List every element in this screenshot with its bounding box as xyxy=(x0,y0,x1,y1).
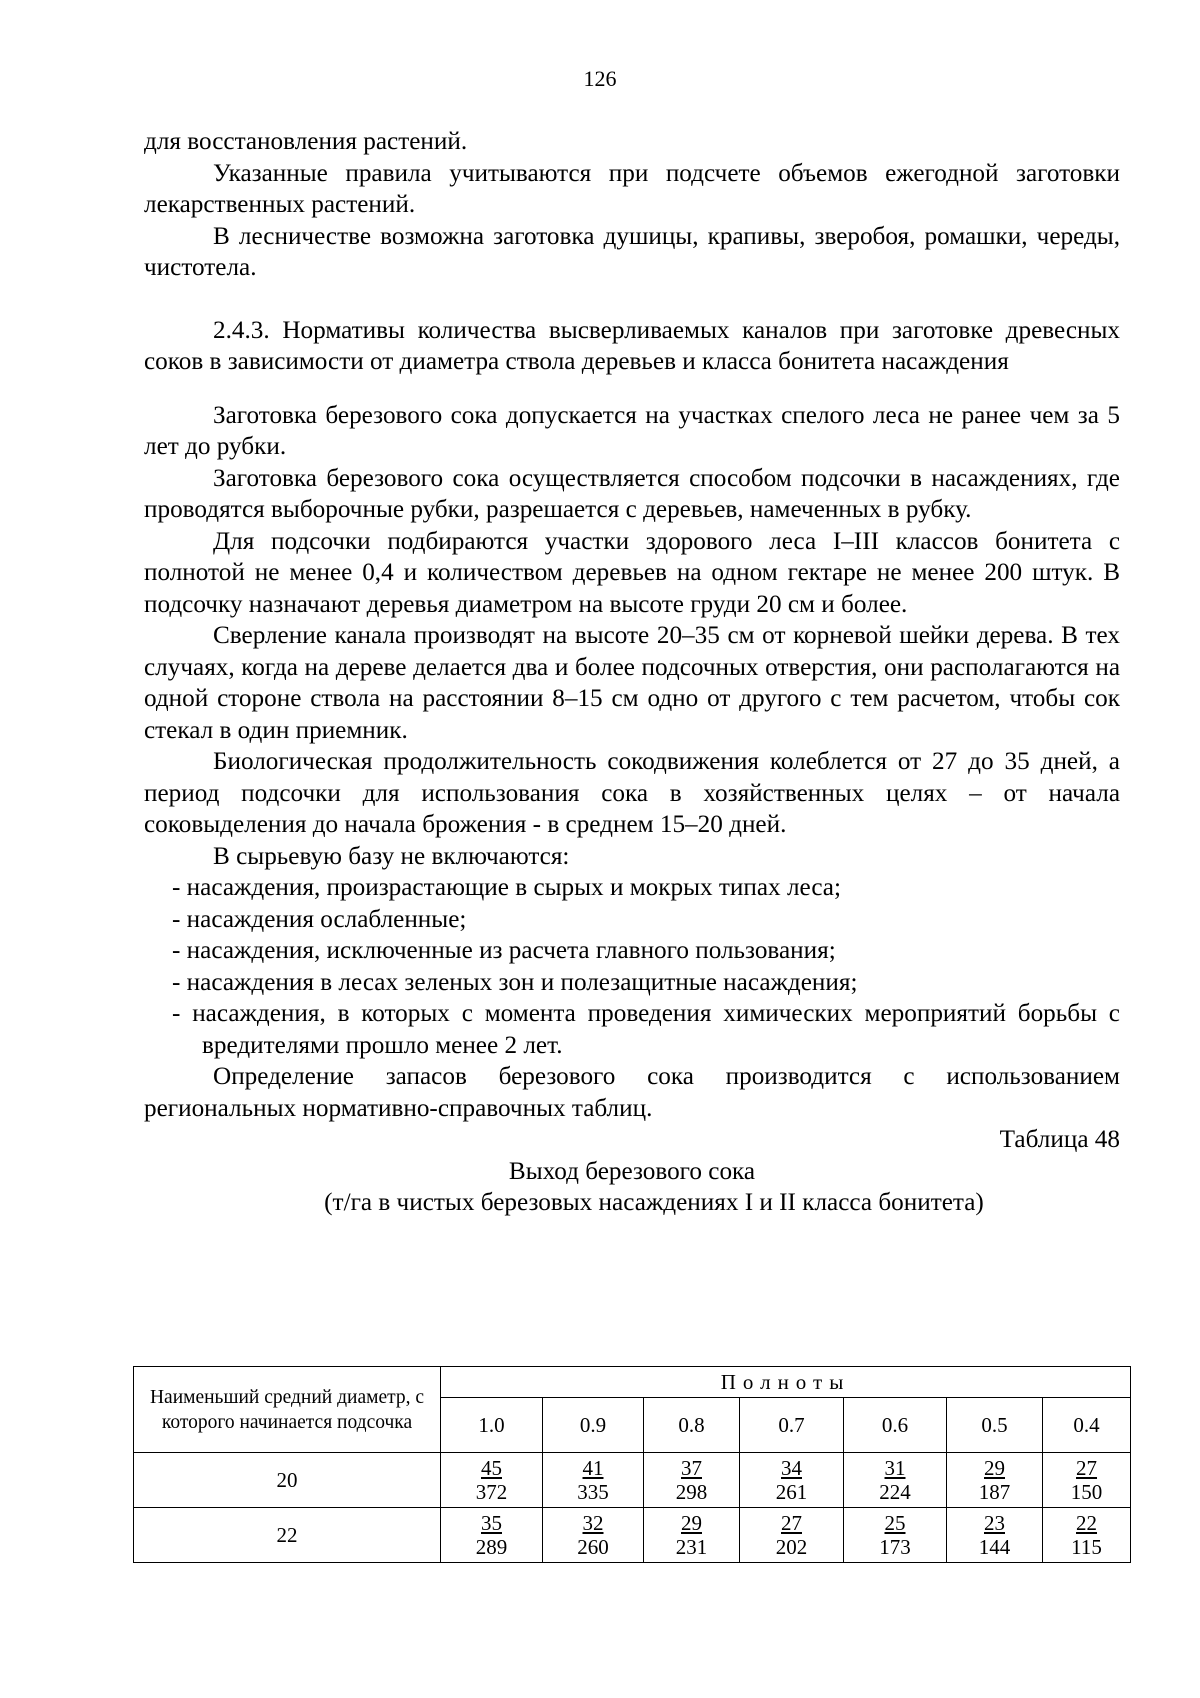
cell-denominator: 298 xyxy=(675,1480,708,1504)
header-min-diameter: Наименьший средний диаметр, с которого начинается подсочка xyxy=(134,1367,441,1453)
table-cell xyxy=(947,1508,1043,1563)
header-density: 0.6 xyxy=(844,1398,947,1453)
header-density: 0.9 xyxy=(543,1398,644,1453)
list-item: - насаждения в лесах зеленых зон и полезащитные насаждения; xyxy=(172,968,858,996)
cell-numerator: 29 xyxy=(681,1511,702,1535)
paragraph: Сверление канала производят на высоте 20–35 см от корневой шейки дерева. В тех случаях, когда на дереве делается два и более подсочных отверстия, они располагаются на одной стороне ствола на расстоянии 8–15 см одно от другого с тем расчетом, чтобы сок стекал в один приемник. xyxy=(144,622,1120,744)
sap-yield-table xyxy=(133,1366,1131,1563)
cell-numerator: 23 xyxy=(984,1511,1005,1535)
row-diameter: 20 xyxy=(134,1453,441,1508)
cell-denominator: 144 xyxy=(978,1535,1011,1559)
table-cell xyxy=(441,1453,543,1508)
cell-denominator: 202 xyxy=(775,1535,808,1559)
table-cell xyxy=(947,1453,1043,1508)
cell-numerator: 37 xyxy=(681,1456,702,1480)
paragraph: В лесничестве возможна заготовка душицы, крапивы, зверобоя, ромашки, череды, чистотела. xyxy=(144,222,1120,281)
table-cell xyxy=(543,1508,644,1563)
cell-numerator: 25 xyxy=(884,1511,906,1535)
table-row xyxy=(134,1453,1131,1508)
table-cell xyxy=(1043,1508,1131,1563)
list-item: - насаждения, исключенные из расчета главного пользования; xyxy=(172,937,836,964)
list-item: - насаждения, произрастающие в сырых и мокрых типах леса; xyxy=(172,874,841,901)
paragraph: Заготовка березового сока допускается на участках спелого леса не ранее чем за 5 лет до рубки. xyxy=(144,401,1120,460)
table-row xyxy=(134,1508,1131,1563)
table-subtitle: (т/га в чистых березовых насаждениях I и II класса бонитета) xyxy=(324,1189,984,1216)
table-cell xyxy=(844,1453,947,1508)
header-densities-group: Полноты xyxy=(441,1367,1131,1398)
table-cell xyxy=(844,1508,947,1563)
paragraph: В сырьевую базу не включаются: xyxy=(213,842,570,870)
header-density: 0.5 xyxy=(947,1398,1043,1453)
cell-denominator: 150 xyxy=(1070,1480,1103,1504)
cell-denominator: 372 xyxy=(475,1480,508,1504)
page-number: 126 xyxy=(583,66,617,91)
table-cell xyxy=(644,1508,740,1563)
paragraph: Указанные правила учитываются при подсчете объемов ежегодной заготовки лекарственных растений. xyxy=(144,159,1120,218)
cell-denominator: 173 xyxy=(879,1535,911,1559)
cell-numerator: 31 xyxy=(884,1456,906,1480)
table-cell xyxy=(740,1508,844,1563)
paragraph: Определение запасов березового сока производится с использованием региональных нормативно-справочных таблиц. xyxy=(144,1063,1120,1122)
cell-denominator: 289 xyxy=(475,1535,508,1559)
table-cell xyxy=(1043,1453,1131,1508)
header-density: 0.4 xyxy=(1043,1398,1131,1453)
header-density: 1.0 xyxy=(441,1398,543,1453)
table-cell xyxy=(740,1453,844,1508)
paragraph: Для подсочки подбираются участки здорового леса I–III классов бонитета с полнотой не менее 0,4 и количеством деревьев на одном гектаре не менее 200 штук. В подсочку назначают деревья диаметром на высоте груди 20 см и более. xyxy=(144,527,1120,618)
cell-numerator: 35 xyxy=(481,1511,502,1535)
list-item: - насаждения ослабленные; xyxy=(172,905,467,933)
paragraph: Заготовка березового сока осуществляется способом подсочки в насаждениях, где проводятся выборочные рубки, разрешается с деревьев, намеченных в рубку. xyxy=(144,464,1120,523)
cell-denominator: 261 xyxy=(775,1480,808,1504)
header-density: 0.7 xyxy=(740,1398,844,1453)
list-item: - насаждения, в которых с момента проведения химических мероприятий борьбы с вредителями прошло менее 2 лет. xyxy=(172,1000,1120,1059)
table-number: Таблица 48 xyxy=(999,1126,1120,1153)
cell-numerator: 27 xyxy=(781,1511,802,1535)
cell-denominator: 335 xyxy=(577,1480,609,1504)
cell-numerator: 34 xyxy=(781,1456,802,1480)
paragraph: Биологическая продолжительность сокодвижения колеблется от 27 до 35 дней, а период подсочки для использования сока в хозяйственных целях – от начала соковыделения до начала брожения - в среднем 15–20 дней. xyxy=(144,748,1120,838)
cell-denominator: 115 xyxy=(1071,1535,1102,1559)
table-title: Выход березового сока xyxy=(508,1157,756,1185)
cell-numerator: 45 xyxy=(481,1456,502,1480)
cell-denominator: 224 xyxy=(879,1480,911,1504)
cell-denominator: 231 xyxy=(675,1535,708,1559)
paragraph: для восстановления растений. xyxy=(144,128,468,155)
cell-denominator: 187 xyxy=(978,1480,1011,1504)
cell-denominator: 260 xyxy=(577,1535,609,1559)
cell-numerator: 27 xyxy=(1076,1456,1098,1480)
cell-numerator: 32 xyxy=(582,1511,604,1535)
cell-numerator: 29 xyxy=(984,1456,1005,1480)
header-density: 0.8 xyxy=(644,1398,740,1453)
table-cell xyxy=(543,1453,644,1508)
body-text xyxy=(144,126,1120,1219)
cell-numerator: 41 xyxy=(582,1456,604,1480)
section-heading: 2.4.3. Нормативы количества высверливаемых каналов при заготовке древесных соков в зависимости от диаметра ствола деревьев и класса бонитета насаждения xyxy=(144,316,1120,375)
table-cell xyxy=(644,1453,740,1508)
row-diameter: 22 xyxy=(134,1508,441,1563)
table-cell xyxy=(441,1508,543,1563)
cell-numerator: 22 xyxy=(1076,1511,1098,1535)
